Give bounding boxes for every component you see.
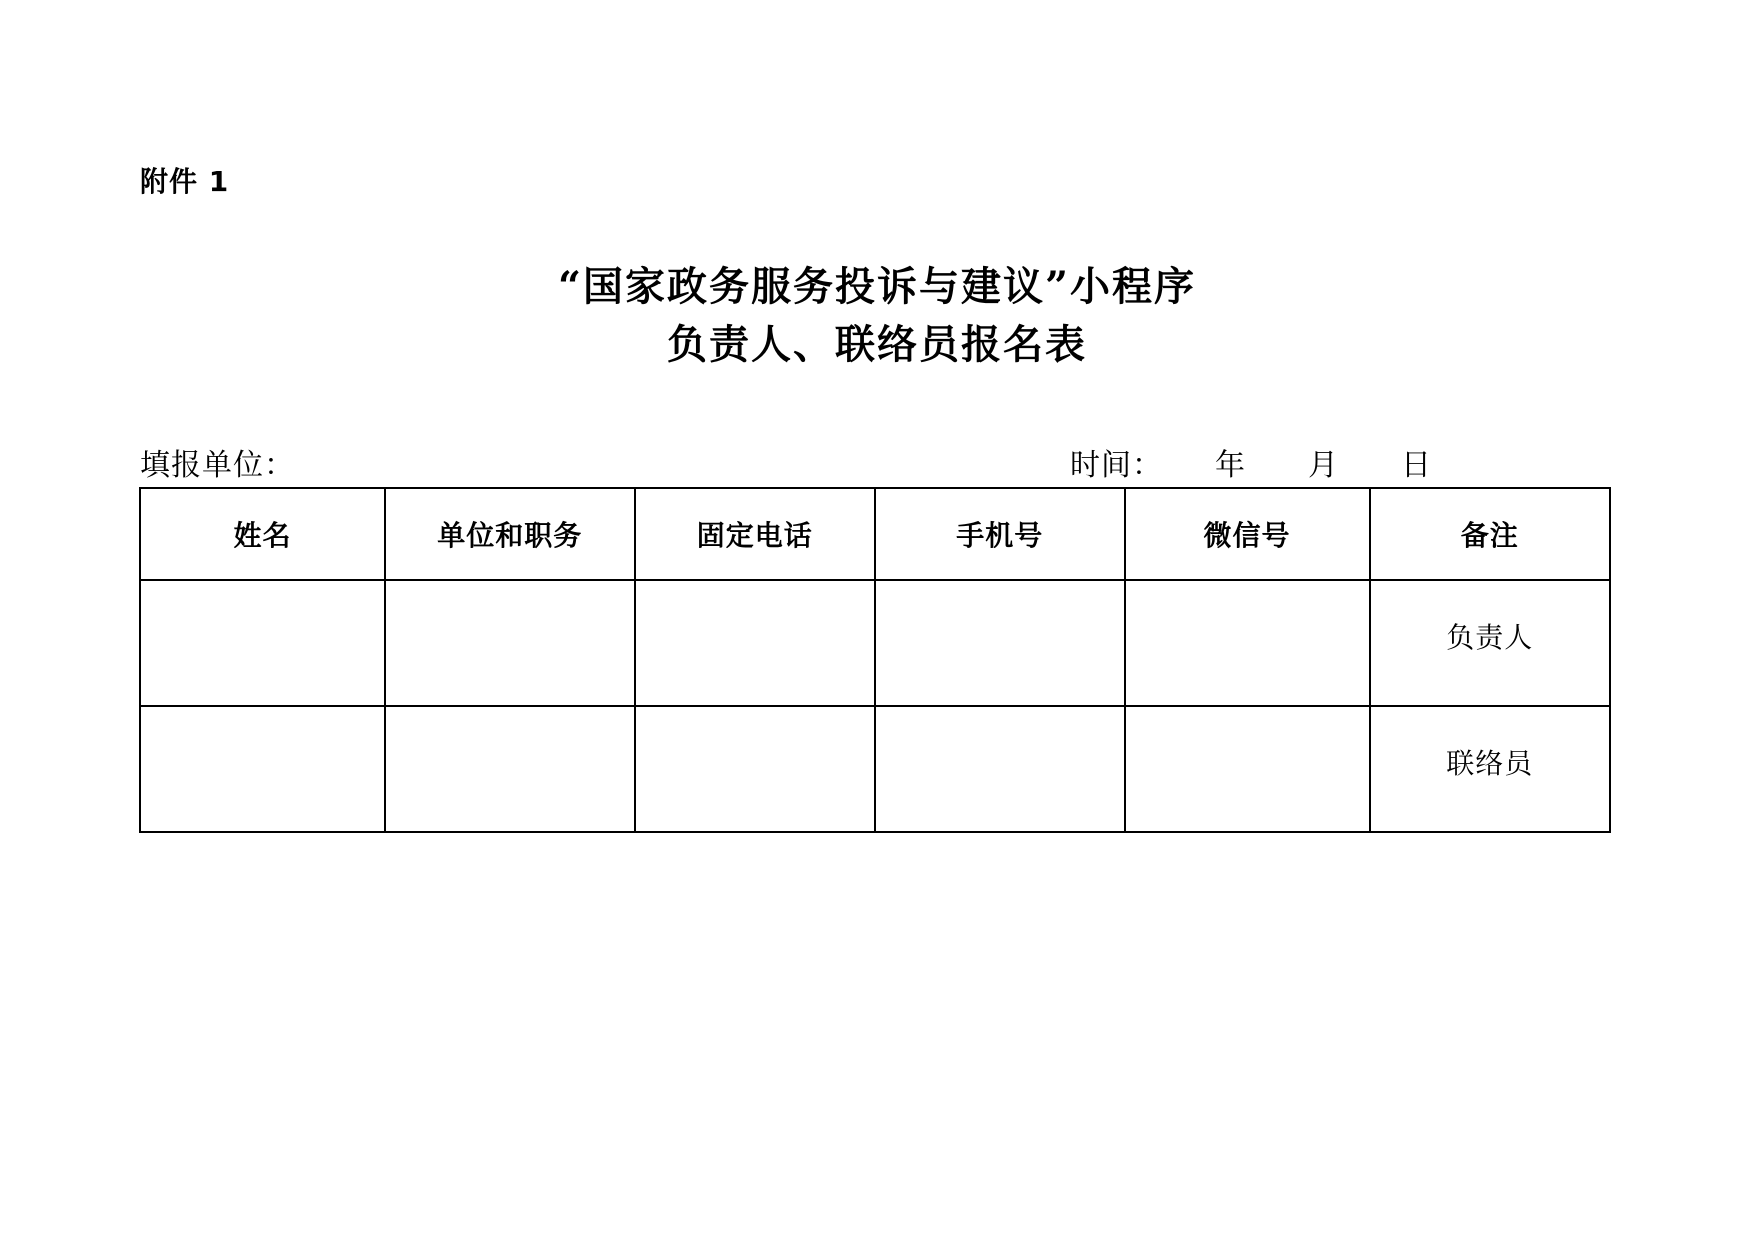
cell-unit-position-row-1[interactable] [385, 580, 635, 706]
cell-wechat-row-2[interactable] [1125, 706, 1370, 832]
year-label: 年 [1215, 449, 1246, 482]
reporting-unit-label: 填报单位： [140, 449, 295, 482]
date-field-group [1070, 440, 1432, 484]
table-header-row [140, 488, 1610, 580]
date-label: 时间： [1070, 449, 1163, 482]
table-row [140, 580, 1610, 706]
column-header-remark: 备注 [1370, 488, 1610, 580]
cell-mobile-row-1[interactable] [875, 580, 1125, 706]
attachment-label: 附件 1 [140, 165, 230, 198]
column-header-mobile: 手机号 [875, 488, 1125, 580]
cell-landline-row-2[interactable] [635, 706, 875, 832]
page-title [0, 258, 1754, 374]
cell-remark-row-2: 联络员 [1370, 706, 1610, 832]
form-meta-row [140, 440, 1610, 480]
cell-wechat-row-1[interactable] [1125, 580, 1370, 706]
column-header-name: 姓名 [140, 488, 385, 580]
table-row [140, 706, 1610, 832]
column-header-wechat: 微信号 [1125, 488, 1370, 580]
column-header-unit-position: 单位和职务 [385, 488, 635, 580]
day-label: 日 [1401, 449, 1432, 482]
page-title-line-2: 负责人、联络员报名表 [667, 321, 1087, 368]
column-header-landline: 固定电话 [635, 488, 875, 580]
page-title-line-1: “国家政务服务投诉与建议”小程序 [557, 263, 1196, 310]
cell-name-row-1[interactable] [140, 580, 385, 706]
cell-landline-row-1[interactable] [635, 580, 875, 706]
registration-table [139, 487, 1611, 833]
cell-unit-position-row-2[interactable] [385, 706, 635, 832]
cell-mobile-row-2[interactable] [875, 706, 1125, 832]
cell-remark-row-1: 负责人 [1370, 580, 1610, 706]
month-label: 月 [1308, 449, 1339, 482]
cell-name-row-2[interactable] [140, 706, 385, 832]
